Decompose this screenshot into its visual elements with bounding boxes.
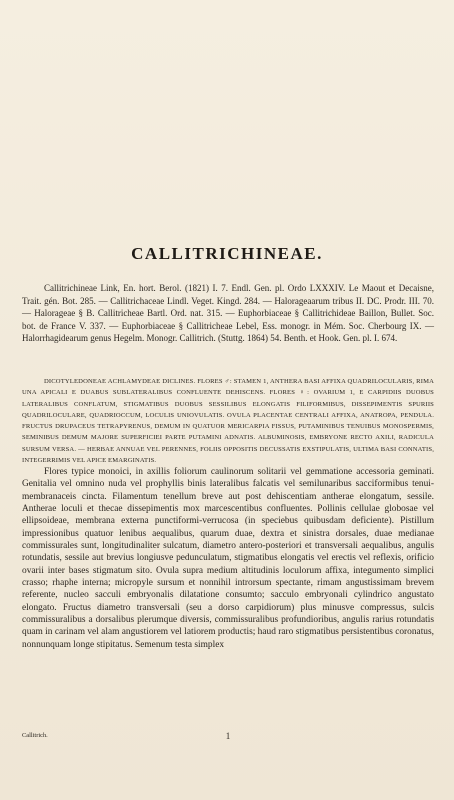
description-text: Flores typice monoici, in axillis foliorum caulinorum solitarii vel gemmatione accessoria geminati. Genitalia vel omnino nuda vel prophyllis binis lateralibus falcatis vel semilunaribus sacciformibus tenui-membranaceis cincta. Filamentum tenellum breve aut post dehiscentiam antherae elongatum, sessile. Antherae loculi et thecae dissepimentis mox marcescentibus confluentes. Pollinis cellulae globosae vel ellipsoideae, membrana externa punctiformi-verrucosa (in speciebus quibusdam deficiente). Pistillum impressionibus quatuor lenibus aequalibus, quarum duae, dextra et sinistra dorsales, duae medianae commissurales sunt, longitudinaliter sulcatum, diametro antero-posteriori et transversali aequalibus, angulis rotundatis, sessile aut brevius longiusve pedunculatum, stigmatibus elongatis vel erectis vel reflexis, orificio ovarii inter bases stigmatum sito. Ovula supra medium altitudinis loculorum affixa, integumento simplici crasso; rhaphe interna; micropyle sursum et nonnihil introrsum spectante, rimam angustissimam brevem referente, nucleo sacculi embryonalis dilatatione consumto; sacculo embryonali cylindrico angustato elongato. Fructus diametro transversali (seu a dorso carpidiorum) plus minusve compressus, sulcis commissuralibus a dorsalibus plerumque diversis, commissuralibus profundioribus, angulis rarius rotundatis quam in carinam vel alam angustiorem vel latiorem productis; haud raro stigmatibus persistentibus coronatus, nonnunquam longe stipitatus. Semenum testa simplex bbox=[22, 467, 434, 650]
page-number: 1 bbox=[225, 731, 231, 741]
synonymy-paragraph bbox=[22, 282, 434, 345]
diagnosis-text: DICOTYLEDONEAE ACHLAMYDEAE DICLINES. FLORES ♂: STAMEN 1, ANTHERA BASI AFFIXA QUADRILOCULARIS, RIMA UNA APICALI E DUABUS SUBLATERALIBUS CONFLUENTE DEHISCENS. FLORES ♀: OVARIUM 1, E CARPIDIIS DUOBUS LATERALIBUS CONFLATUM, STIGMATIBUS DUOBUS SESSILIBUS ELONGATIS FILIFORMIBUS, DISSEPIMENTIS SPURIIS QUADRILOCULARE, QUADRIOCCUM, LOCULIS UNIOVULATIS. OVULA PLACENTAE CENTRALI AFFIXA, ANATROPA, PENDULA. FRUCTUS DRUPACEUS TETRAPYRENUS, DEMUM IN QUATUOR MERICARPIA FISSUS, PUTAMINIBUS TENUIBUS MONOSPERMIS, SEMINIBUS DEMUM MAJORE SUPERFICIEI PARTE PUTAMINI ADNATIS. ALBUMINOSIS, EMBRYONE RECTO AXILI, RADICULA SURSUM VERSA. — HERBAE ANNUAE VEL PERENNES, FOLIIS OPPOSITIS DECUSSATIS EXSTIPULATIS, ULTIMA BASI CONNATIS, INTEGERRIMIS VEL APICE EMARGINATIS. bbox=[22, 378, 434, 465]
page-footer bbox=[22, 732, 434, 744]
family-title: CALLITRICHINEAE. bbox=[131, 244, 323, 263]
diagnosis-paragraph bbox=[22, 376, 434, 466]
synonymy-text: Callitrichineae Link, En. hort. Berol. (1821) I. 7. Endl. Gen. pl. Ordo LXXXIV. Le Maout et Decaisne, Trait. gén. Bot. 285. — Callitrichaceae Lindl. Veget. Kingd. 284. — Halorageaarum tribus II. DC. Prodr. III. 70. — Halorageae § B. Callitricheae Bartl. Ord. nat. 315. — Euphorbiaceae § Callitrichideae Baillon, Bullet. Soc. bot. de France V. 337. — Euphorbiaceae § Callitricheae Lebel, Ess. monogr. in Mém. Soc. Cherbourg IX. — Halorrhagidearum genus Hegelm. Monogr. Callitrich. (Stuttg. 1864) 54. Benth. et Hook. Gen. pl. I. 674. bbox=[22, 283, 434, 344]
signature-mark: Callitrich. bbox=[22, 732, 48, 739]
description-paragraph bbox=[22, 466, 434, 651]
